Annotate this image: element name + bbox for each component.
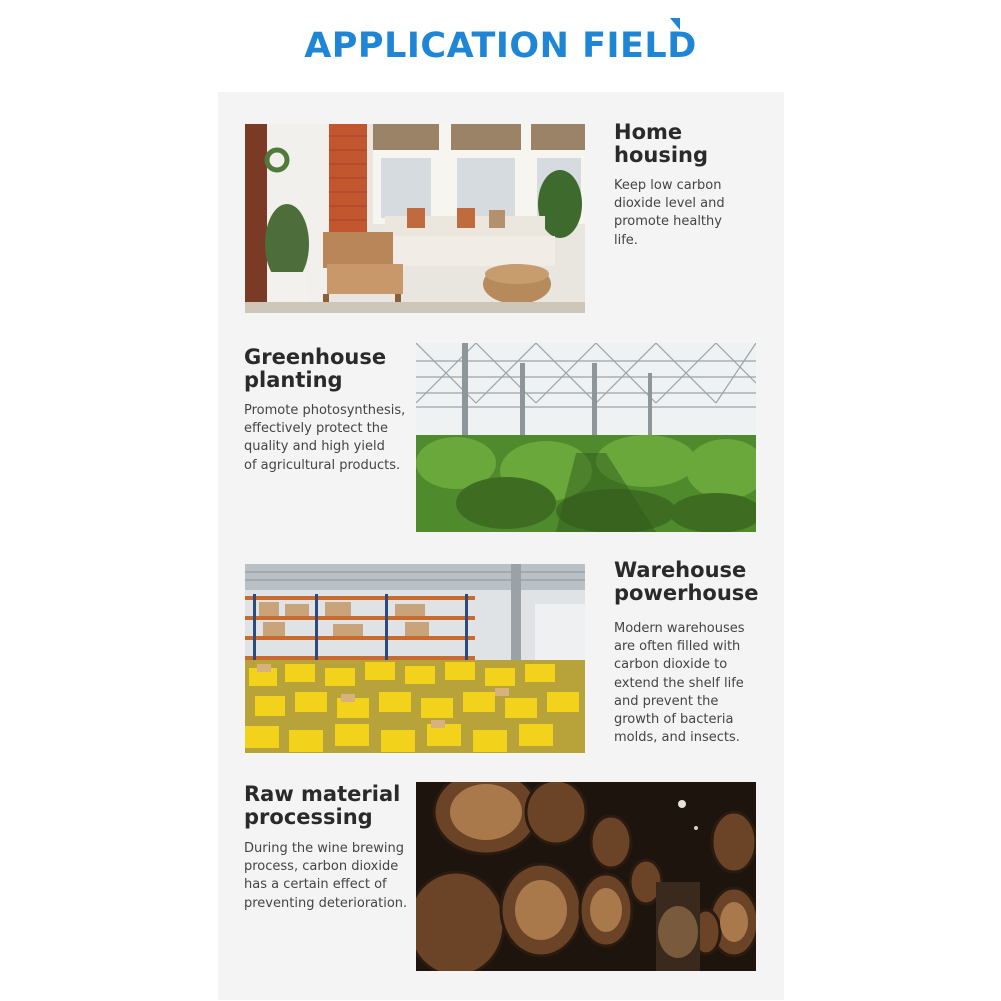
warehouse-photo <box>245 564 585 753</box>
page-title: APPLICATION FIELD <box>304 26 697 66</box>
section-description: During the wine brewing process, carbon dioxide has a certain effect of preventing deterioration. <box>244 841 408 911</box>
section-heading: Raw material processing <box>244 782 401 829</box>
wine-cellar-photo <box>416 782 756 971</box>
living-room-photo <box>245 124 585 313</box>
greenhouse-photo <box>416 343 756 532</box>
section-description: Modern warehouses are often filled with carbon dioxide to extend the shelf life and prevent the growth of bacteria molds, and insects. <box>614 621 745 746</box>
section-heading: Warehouse powerhouse <box>614 558 759 605</box>
section-description: Keep low carbon dioxide level and promote healthy life. <box>614 178 725 248</box>
section-heading: Greenhouse planting <box>244 345 387 392</box>
corner-accent-icon <box>668 18 684 34</box>
section-description: Promote photosynthesis, effectively protect the quality and high yield of agricultural products. <box>244 403 406 473</box>
section-heading: Home housing <box>614 120 709 167</box>
